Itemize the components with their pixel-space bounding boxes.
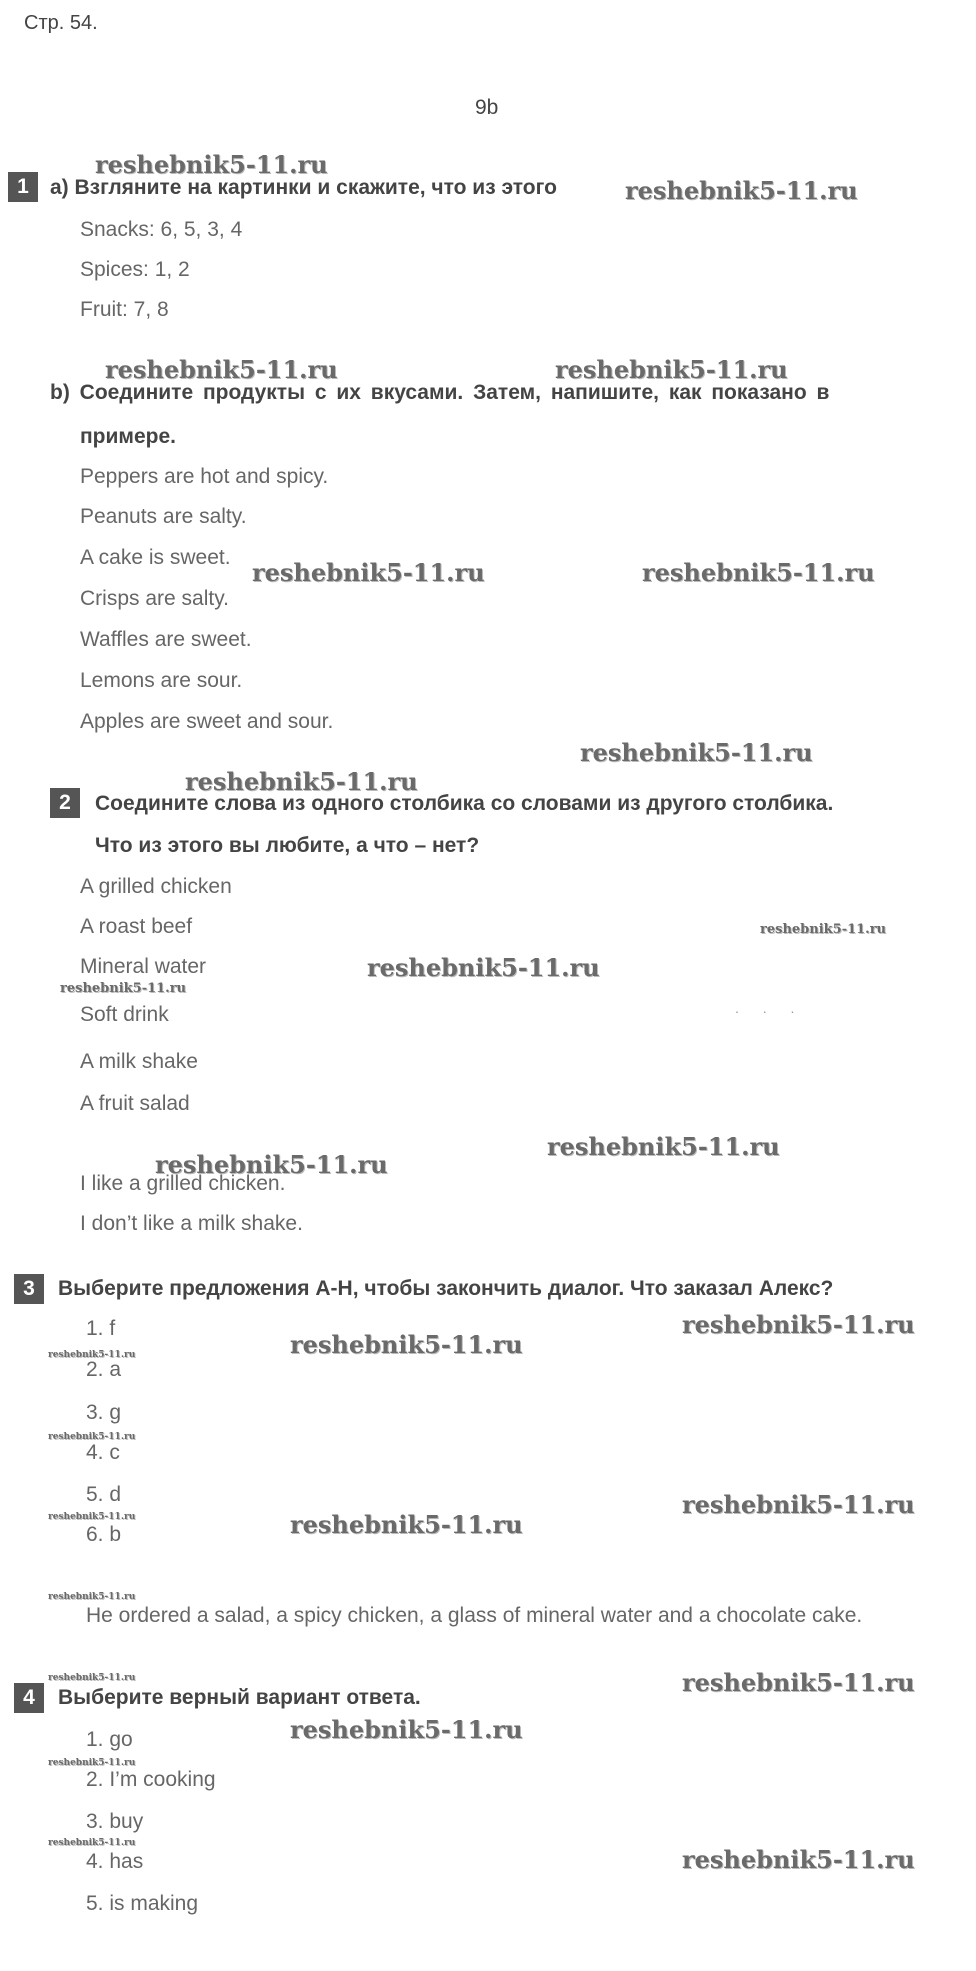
answer-line: Snacks: 6, 5, 3, 4 bbox=[80, 218, 243, 241]
watermark: reshebnik5-11.ru bbox=[95, 150, 328, 179]
watermark: reshebnik5-11.ru bbox=[48, 1838, 136, 1848]
task-4-number: 4 bbox=[14, 1683, 44, 1713]
watermark: reshebnik5-11.ru bbox=[642, 558, 875, 587]
answer-line: 3. buy bbox=[86, 1810, 144, 1833]
watermark: reshebnik5-11.ru bbox=[367, 953, 600, 982]
answer-line: Apples are sweet and sour. bbox=[80, 710, 334, 733]
answer-line: 2. a bbox=[86, 1358, 122, 1381]
watermark: reshebnik5-11.ru bbox=[105, 355, 338, 384]
answer-line: 2. I’m cooking bbox=[86, 1768, 216, 1791]
watermark: reshebnik5-11.ru bbox=[682, 1310, 915, 1339]
watermark: reshebnik5-11.ru bbox=[48, 1592, 136, 1602]
answer-line: Waffles are sweet. bbox=[80, 628, 252, 651]
watermark: reshebnik5-11.ru bbox=[155, 1150, 388, 1179]
task-1-number: 1 bbox=[8, 172, 38, 202]
answer-line: 4. c bbox=[86, 1441, 120, 1464]
answer-line: 1. f bbox=[86, 1317, 116, 1340]
answer-line: 5. is making bbox=[86, 1892, 199, 1915]
answer-line: 5. d bbox=[86, 1483, 122, 1506]
task-1b-instruction-line1: b) Соедините продукты с их вкусами. Затем, напишите, как показано в bbox=[50, 381, 830, 404]
answer-line: 3. g bbox=[86, 1401, 122, 1424]
task-4-instruction: Выберите верный вариант ответа. bbox=[58, 1686, 421, 1709]
watermark: reshebnik5-11.ru bbox=[60, 981, 187, 996]
answer-line: Fruit: 7, 8 bbox=[80, 298, 169, 321]
task-3-instruction: Выберите предложения A-H, чтобы закончить диалог. Что заказал Алекс? bbox=[58, 1277, 834, 1300]
answer-line: A cake is sweet. bbox=[80, 546, 231, 569]
task-2-instruction-line2: Что из этого вы любите, а что – нет? bbox=[95, 834, 480, 857]
watermark: reshebnik5-11.ru bbox=[48, 1432, 136, 1442]
answer-line: Spices: 1, 2 bbox=[80, 258, 190, 281]
watermark: reshebnik5-11.ru bbox=[290, 1715, 523, 1744]
task-1b-instruction-line2: примере. bbox=[80, 425, 176, 448]
watermark: reshebnik5-11.ru bbox=[682, 1668, 915, 1697]
watermark: reshebnik5-11.ru bbox=[625, 176, 858, 205]
watermark: reshebnik5-11.ru bbox=[48, 1350, 136, 1360]
task-3-number: 3 bbox=[14, 1274, 44, 1304]
example-line: I like a grilled chicken. bbox=[80, 1172, 286, 1195]
task-2-instruction-line1: Соедините слова из одного столбика со словами из другого столбика. bbox=[95, 792, 834, 815]
answer-line: Crisps are salty. bbox=[80, 587, 229, 610]
answer-line: Mineral water bbox=[80, 955, 207, 978]
task-2-number: 2 bbox=[50, 788, 80, 818]
answer-line: Lemons are sour. bbox=[80, 669, 243, 692]
answer-line: A grilled chicken bbox=[80, 875, 232, 898]
example-line: I don’t like a milk shake. bbox=[80, 1212, 303, 1235]
watermark: reshebnik5-11.ru bbox=[48, 1673, 136, 1683]
answer-line: A fruit salad bbox=[80, 1092, 190, 1115]
answer-line: Peanuts are salty. bbox=[80, 505, 247, 528]
watermark: reshebnik5-11.ru bbox=[682, 1845, 915, 1874]
watermark: reshebnik5-11.ru bbox=[252, 558, 485, 587]
stray-dots: . . . bbox=[735, 1000, 805, 1016]
watermark: reshebnik5-11.ru bbox=[290, 1330, 523, 1359]
watermark: reshebnik5-11.ru bbox=[547, 1132, 780, 1161]
answer-line: A roast beef bbox=[80, 915, 193, 938]
watermark: reshebnik5-11.ru bbox=[48, 1758, 136, 1768]
page-number: Стр. 54. bbox=[24, 12, 98, 34]
answer-line: A milk shake bbox=[80, 1050, 198, 1073]
watermark: reshebnik5-11.ru bbox=[48, 1512, 136, 1522]
summary-line: He ordered a salad, a spicy chicken, a glass of mineral water and a chocolate cake. bbox=[86, 1604, 863, 1627]
answer-line: 1. go bbox=[86, 1728, 133, 1751]
answer-line: 6. b bbox=[86, 1523, 122, 1546]
watermark: reshebnik5-11.ru bbox=[185, 767, 418, 796]
answer-line: 4. has bbox=[86, 1850, 144, 1873]
answer-line: Soft drink bbox=[80, 1003, 169, 1026]
watermark: reshebnik5-11.ru bbox=[555, 355, 788, 384]
unit-title: 9b bbox=[475, 96, 499, 119]
watermark: reshebnik5-11.ru bbox=[290, 1510, 523, 1539]
watermark: reshebnik5-11.ru bbox=[760, 922, 887, 937]
task-1a-instruction: a) Взгляните на картинки и скажите, что из этого bbox=[50, 176, 557, 199]
answer-line: Peppers are hot and spicy. bbox=[80, 465, 329, 488]
watermark: reshebnik5-11.ru bbox=[682, 1490, 915, 1519]
watermark: reshebnik5-11.ru bbox=[580, 738, 813, 767]
